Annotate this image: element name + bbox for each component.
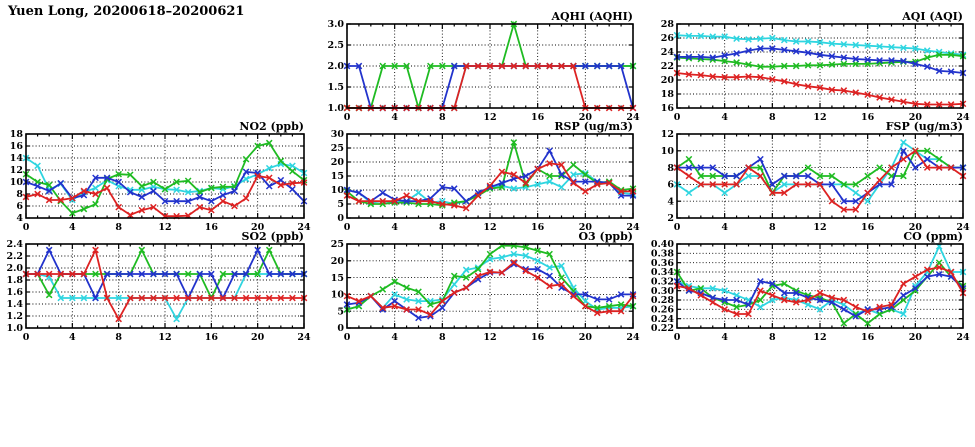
x-tick-label: 4 — [721, 222, 728, 233]
y-tick-label: 1.8 — [6, 275, 23, 287]
series-green — [344, 140, 636, 209]
chart-title: SO2 (ppb) — [241, 230, 304, 243]
x-tick-label: 0 — [343, 332, 351, 343]
y-tick-label: 1.5 — [327, 82, 344, 94]
y-tick-label: 5 — [337, 199, 344, 211]
y-tick-label: 6 — [667, 179, 674, 191]
x-tick-label: 24 — [626, 112, 640, 123]
y-tick-label: 1.2 — [6, 311, 23, 323]
x-tick-label: 16 — [861, 112, 875, 123]
chart-fsp — [661, 120, 970, 233]
y-tick-label: 0.30 — [650, 285, 674, 297]
x-tick-label: 16 — [204, 332, 218, 343]
x-tick-label: 8 — [115, 222, 122, 233]
y-tick-label: 10 — [330, 185, 344, 197]
y-tick-label: 12 — [660, 129, 674, 141]
y-tick-label: 8 — [667, 162, 674, 174]
y-tick-label: 4 — [667, 196, 674, 208]
x-tick-label: 8 — [769, 112, 776, 123]
series-line-cyan — [347, 254, 633, 309]
y-tick-label: 0.22 — [650, 323, 674, 335]
series-cyan — [23, 271, 307, 322]
chart-rsp — [331, 120, 640, 233]
y-tick-label: 18 — [660, 89, 674, 101]
x-tick-label: 4 — [69, 222, 76, 233]
y-tick-label: 10 — [660, 146, 674, 157]
chart-title: RSP (ug/m3) — [554, 120, 633, 133]
y-tick-label: 24 — [660, 47, 674, 59]
x-tick-label: 12 — [483, 112, 497, 123]
x-tick-label: 4 — [721, 332, 728, 343]
x-tick-label: 0 — [22, 222, 30, 233]
y-tick-label: 2 — [667, 213, 674, 225]
y-tick-label: 0 — [337, 213, 344, 225]
y-tick-label: 30 — [330, 129, 344, 141]
chart-title: O3 (ppb) — [578, 230, 633, 243]
x-tick-label: 0 — [673, 332, 681, 343]
x-tick-label: 20 — [908, 332, 922, 343]
y-tick-label: 10 — [9, 177, 23, 189]
x-tick-label: 0 — [673, 222, 681, 233]
x-tick-label: 8 — [769, 332, 776, 343]
x-tick-label: 16 — [531, 222, 545, 233]
x-tick-label: 16 — [861, 332, 875, 343]
chart-co — [651, 230, 970, 343]
y-tick-label: 15 — [330, 171, 344, 183]
y-tick-label: 18 — [9, 129, 23, 141]
x-tick-label: 16 — [204, 222, 218, 233]
y-tick-label: 20 — [660, 75, 674, 87]
chart-title: AQI (AQI) — [902, 10, 963, 23]
x-tick-label: 4 — [391, 222, 398, 233]
y-tick-label: 26 — [660, 33, 674, 45]
x-tick-label: 8 — [115, 332, 122, 343]
x-tick-label: 12 — [158, 222, 172, 233]
y-tick-label: 0.32 — [650, 276, 674, 288]
y-tick-label: 1.4 — [6, 299, 23, 311]
x-tick-label: 12 — [483, 332, 497, 343]
series-markers-cyan — [23, 271, 307, 322]
x-tick-label: 4 — [69, 332, 76, 343]
y-tick-label: 2.4 — [6, 239, 23, 251]
y-tick-label: 6 — [16, 201, 23, 213]
x-tick-label: 24 — [956, 222, 970, 233]
x-tick-label: 24 — [297, 222, 311, 233]
x-tick-label: 16 — [531, 112, 545, 123]
x-tick-label: 8 — [439, 112, 446, 123]
y-tick-label: 10 — [330, 289, 344, 301]
y-tick-label: 2.5 — [327, 40, 344, 52]
x-tick-label: 12 — [813, 112, 827, 123]
y-tick-label: 0.28 — [650, 295, 674, 307]
y-tick-label: 25 — [330, 239, 344, 251]
x-tick-label: 20 — [908, 112, 922, 123]
series-line-cyan — [26, 274, 304, 319]
y-tick-label: 28 — [660, 19, 674, 31]
y-tick-label: 1.0 — [327, 103, 344, 115]
x-tick-label: 4 — [721, 112, 728, 123]
y-tick-label: 25 — [330, 143, 344, 155]
page-title: Yuen Long, 20200618–20200621 — [8, 4, 245, 19]
x-tick-label: 24 — [626, 332, 640, 343]
x-tick-label: 12 — [158, 332, 172, 343]
y-tick-label: 2.0 — [6, 263, 23, 275]
y-tick-label: 0.36 — [650, 257, 674, 269]
x-tick-label: 20 — [578, 222, 592, 233]
y-tick-label: 14 — [9, 153, 23, 165]
y-tick-label: 0.40 — [650, 239, 674, 251]
chart-so2 — [6, 230, 311, 343]
y-tick-label: 15 — [330, 272, 344, 284]
x-tick-label: 24 — [297, 332, 311, 343]
chart-aqi — [661, 10, 970, 123]
y-tick-label: 16 — [9, 141, 23, 153]
y-tick-label: 3.0 — [327, 19, 344, 31]
y-tick-label: 20 — [330, 157, 344, 169]
x-tick-label: 0 — [22, 332, 30, 343]
y-tick-label: 2.0 — [327, 61, 344, 73]
series-line-cyan — [677, 35, 963, 55]
x-tick-label: 24 — [626, 222, 640, 233]
x-tick-label: 12 — [813, 332, 827, 343]
x-tick-label: 4 — [391, 112, 398, 123]
series-markers-green — [344, 140, 636, 209]
x-tick-label: 0 — [343, 222, 351, 233]
series-markers-red — [674, 148, 966, 212]
chart-aqhi — [327, 10, 640, 123]
series-red — [674, 148, 966, 212]
x-tick-label: 8 — [769, 222, 776, 233]
y-tick-label: 2.2 — [6, 251, 23, 263]
chart-title: CO (ppm) — [903, 230, 963, 243]
y-tick-label: 5 — [337, 306, 344, 318]
y-tick-label: 16 — [660, 103, 674, 115]
x-tick-label: 20 — [908, 222, 922, 233]
y-tick-label: 1.0 — [6, 323, 23, 335]
y-tick-label: 0 — [337, 323, 344, 335]
x-tick-label: 24 — [956, 112, 970, 123]
y-tick-label: 20 — [330, 256, 344, 267]
x-tick-label: 8 — [439, 332, 446, 343]
x-tick-label: 20 — [251, 222, 265, 233]
chart-no2 — [10, 120, 311, 233]
chart-title: FSP (ug/m3) — [885, 120, 963, 133]
x-tick-label: 12 — [813, 222, 827, 233]
x-tick-label: 20 — [578, 332, 592, 343]
chart-title: NO2 (ppb) — [239, 120, 304, 133]
x-tick-label: 24 — [956, 332, 970, 343]
y-tick-label: 22 — [660, 61, 674, 73]
y-tick-label: 8 — [16, 189, 23, 201]
x-tick-label: 8 — [439, 222, 446, 233]
y-tick-label: 0.34 — [650, 267, 674, 279]
y-tick-label: 1.6 — [6, 287, 23, 299]
x-tick-label: 20 — [578, 112, 592, 123]
x-tick-label: 0 — [343, 112, 351, 123]
x-tick-label: 16 — [531, 332, 545, 343]
x-tick-label: 4 — [391, 332, 398, 343]
chart-title: AQHI (AQHI) — [551, 10, 633, 23]
y-tick-label: 12 — [9, 165, 23, 177]
x-tick-label: 16 — [861, 222, 875, 233]
x-tick-label: 20 — [251, 332, 265, 343]
chart-o3 — [331, 230, 640, 343]
x-tick-label: 0 — [673, 112, 681, 123]
x-tick-label: 12 — [483, 222, 497, 233]
y-tick-label: 0.38 — [650, 248, 674, 260]
y-tick-label: 0.26 — [650, 304, 674, 316]
y-tick-label: 0.24 — [650, 313, 674, 325]
y-tick-label: 4 — [16, 213, 23, 225]
